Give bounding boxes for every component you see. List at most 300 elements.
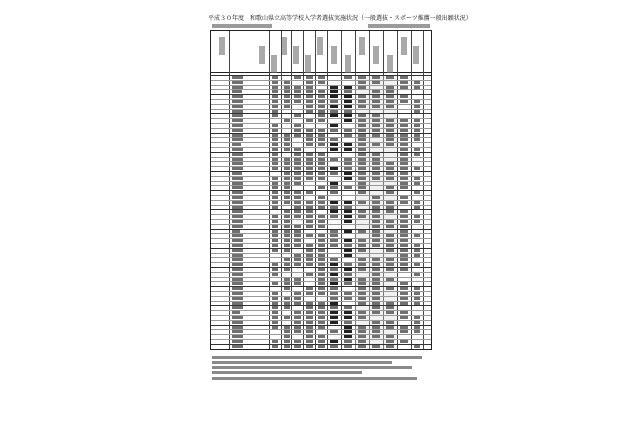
table-cell-text — [358, 167, 366, 170]
table-cell-text — [372, 292, 380, 295]
table-cell-text — [330, 239, 338, 242]
table-cell-text — [330, 278, 338, 281]
table-cell-text — [358, 201, 366, 204]
table-cell-text — [294, 124, 301, 127]
table-cell-text — [400, 287, 408, 290]
admission-status-table — [210, 30, 432, 350]
table-cell-text — [232, 297, 243, 300]
table-row-rule — [211, 85, 431, 86]
table-cell-text — [284, 100, 290, 103]
table-cell-text — [344, 292, 352, 295]
table-cell-text — [272, 225, 278, 228]
table-row-rule — [211, 147, 431, 148]
table-cell-text — [272, 282, 278, 285]
table-row-rule — [211, 229, 431, 230]
table-cell-text — [344, 335, 352, 338]
table-cell-text — [372, 129, 380, 132]
table-cell-text — [400, 143, 408, 146]
table-cell-text — [414, 244, 420, 247]
table-cell-text — [272, 326, 278, 329]
table-cell-text — [386, 220, 394, 223]
table-cell-text — [344, 186, 352, 189]
table-cell-text — [272, 249, 278, 252]
table-cell-text — [414, 191, 420, 194]
table-cell-text — [318, 268, 325, 271]
table-cell-text — [306, 321, 313, 324]
table-cell-text — [330, 114, 338, 117]
table-cell-text — [306, 177, 313, 180]
table-cell-text — [232, 215, 243, 218]
table-cell-text — [330, 297, 338, 300]
table-cell-text — [358, 311, 366, 314]
table-cell-text — [284, 196, 290, 199]
table-cell-text — [284, 244, 290, 247]
table-cell-text — [318, 278, 325, 281]
table-cell-text — [272, 201, 278, 204]
table-cell-text — [344, 86, 352, 89]
table-cell-text — [284, 234, 290, 237]
table-cell-text — [318, 345, 325, 348]
table-cell-text — [358, 114, 366, 117]
table-cell-text — [284, 215, 290, 218]
table-cell-text — [358, 153, 366, 156]
table-cell-text — [344, 345, 352, 348]
table-cell-text — [294, 254, 301, 257]
table-cell-text — [414, 249, 420, 252]
table-cell-text — [414, 86, 420, 89]
table-cell-text — [284, 138, 290, 141]
table-cell-text — [232, 134, 243, 137]
table-cell-text — [330, 186, 338, 189]
table-cell-text — [386, 129, 394, 132]
table-cell-text — [232, 100, 243, 103]
table-cell-text — [372, 230, 380, 233]
table-cell-text — [284, 167, 290, 170]
table-cell-text — [344, 278, 352, 281]
table-cell-text — [414, 81, 420, 84]
table-cell-text — [358, 143, 366, 146]
table-cell-text — [294, 191, 301, 194]
table-cell-text — [414, 326, 420, 329]
table-cell-text — [232, 143, 241, 146]
table-cell-text — [284, 95, 290, 98]
table-cell-text — [306, 215, 313, 218]
table-cell-text — [272, 95, 278, 98]
table-cell-text — [358, 210, 366, 213]
table-cell-text — [358, 330, 366, 333]
table-cell-text — [372, 273, 380, 276]
table-cell-text — [306, 287, 313, 290]
table-cell-text — [232, 210, 243, 213]
table-cell-text — [400, 210, 408, 213]
table-cell-text — [372, 268, 380, 271]
table-cell-text — [358, 239, 366, 242]
table-cell-text — [358, 119, 366, 122]
table-row-rule — [211, 190, 431, 191]
table-cell-text — [330, 172, 338, 175]
table-cell-text — [232, 330, 243, 333]
table-cell-text — [306, 220, 313, 223]
table-cell-text — [284, 105, 290, 108]
table-cell-text — [306, 110, 313, 113]
table-cell-text — [400, 119, 408, 122]
table-cell-text — [272, 244, 278, 247]
table-cell-text — [232, 138, 243, 141]
table-cell-text — [330, 340, 338, 343]
table-cell-text — [386, 287, 394, 290]
table-cell-text — [414, 134, 420, 137]
table-cell-text — [306, 90, 313, 93]
table-cell-text — [294, 258, 301, 261]
table-cell-text — [284, 230, 290, 233]
table-cell-text — [386, 225, 394, 228]
table-cell-text — [414, 119, 420, 122]
table-cell-text — [284, 158, 290, 161]
table-cell-text — [306, 206, 313, 209]
table-cell-text — [272, 114, 278, 117]
table-cell-text — [284, 162, 290, 165]
table-cell-text — [386, 258, 394, 261]
table-cell-text — [306, 225, 313, 228]
table-cell-text — [344, 282, 352, 285]
table-cell-text — [284, 278, 290, 281]
table-cell-text — [306, 129, 313, 132]
table-cell-text — [400, 239, 408, 242]
table-cell-text — [386, 201, 394, 204]
table-cell-text — [414, 215, 420, 218]
table-cell-text — [330, 201, 338, 204]
table-cell-text — [318, 249, 325, 252]
table-cell-text — [294, 225, 301, 228]
table-cell-text — [400, 330, 408, 333]
table-cell-text — [400, 81, 408, 84]
table-cell-text — [358, 230, 366, 233]
table-cell-text — [344, 158, 352, 161]
table-cell-text — [414, 302, 420, 305]
table-cell-text — [232, 302, 243, 305]
table-cell-text — [372, 225, 380, 228]
table-cell-text — [358, 86, 366, 89]
table-cell-text — [294, 302, 301, 305]
table-cell-text — [318, 273, 325, 276]
table-cell-text — [358, 263, 366, 266]
table-cell-text — [294, 340, 301, 343]
table-cell-text — [344, 172, 352, 175]
header-label — [401, 37, 407, 55]
table-cell-text — [306, 100, 313, 103]
table-cell-text — [232, 306, 243, 309]
table-cell-text — [306, 134, 313, 137]
table-cell-text — [306, 210, 313, 213]
table-cell-text — [344, 249, 352, 252]
table-row-rule — [211, 181, 431, 182]
table-cell-text — [344, 201, 352, 204]
table-cell-text — [318, 167, 325, 170]
table-cell-text — [414, 138, 420, 141]
table-cell-text — [318, 172, 325, 175]
header-label — [293, 46, 299, 64]
table-cell-text — [414, 167, 420, 170]
table-cell-text — [294, 244, 301, 247]
table-cell-text — [372, 297, 380, 300]
table-cell-text — [318, 225, 325, 228]
table-cell-text — [344, 110, 352, 113]
table-cell-text — [386, 234, 394, 237]
table-cell-text — [306, 335, 313, 338]
table-cell-text — [344, 148, 352, 151]
table-cell-text — [232, 249, 243, 252]
table-cell-text — [294, 134, 301, 137]
table-cell-text — [358, 278, 366, 281]
table-cell-text — [400, 148, 408, 151]
table-cell-text — [414, 292, 420, 295]
table-cell-text — [358, 244, 366, 247]
table-cell-text — [372, 330, 380, 333]
table-cell-text — [344, 129, 352, 132]
table-cell-text — [318, 316, 325, 319]
footnote-line — [212, 377, 417, 380]
table-cell-text — [318, 292, 325, 295]
table-cell-text — [372, 114, 380, 117]
table-cell-text — [414, 100, 420, 103]
table-cell-text — [372, 311, 380, 314]
table-cell-text — [232, 258, 243, 261]
table-cell-text — [284, 172, 290, 175]
table-cell-text — [272, 220, 278, 223]
table-cell-text — [330, 167, 338, 170]
table-cell-text — [330, 330, 338, 333]
table-cell-text — [284, 282, 290, 285]
table-cell-text — [358, 191, 366, 194]
table-cell-text — [400, 258, 408, 261]
table-cell-text — [306, 244, 313, 247]
table-cell-text — [386, 138, 394, 141]
table-cell-text — [344, 321, 352, 324]
table-cell-text — [318, 306, 325, 309]
header-label — [271, 55, 277, 73]
table-cell-text — [294, 206, 301, 209]
table-cell-text — [330, 143, 338, 146]
table-cell-text — [272, 182, 278, 185]
table-row-rule — [211, 123, 431, 124]
table-cell-text — [284, 297, 290, 300]
table-cell-text — [284, 220, 290, 223]
table-cell-text — [344, 105, 352, 108]
table-cell-text — [306, 302, 313, 305]
table-cell-text — [318, 302, 325, 305]
table-cell-text — [330, 234, 338, 237]
table-cell-text — [358, 105, 366, 108]
table-cell-text — [272, 340, 278, 343]
table-cell-text — [330, 230, 338, 233]
table-cell-text — [414, 330, 420, 333]
table-cell-text — [400, 138, 408, 141]
table-cell-text — [318, 263, 325, 266]
table-cell-text — [330, 302, 338, 305]
table-cell-text — [318, 153, 325, 156]
table-cell-text — [344, 167, 352, 170]
table-cell-text — [318, 254, 325, 257]
table-cell-text — [414, 201, 420, 204]
table-cell-text — [330, 100, 338, 103]
table-cell-text — [372, 335, 380, 338]
table-cell-text — [232, 268, 243, 271]
table-cell-text — [294, 86, 301, 89]
table-cell-text — [294, 167, 301, 170]
table-cell-text — [330, 268, 338, 271]
table-cell-text — [344, 268, 352, 271]
table-cell-text — [232, 196, 243, 199]
table-cell-text — [318, 105, 325, 108]
table-cell-text — [414, 316, 420, 319]
table-cell-text — [358, 186, 366, 189]
table-cell-text — [344, 143, 352, 146]
table-cell-text — [232, 105, 243, 108]
table-cell-text — [372, 119, 380, 122]
table-cell-text — [344, 134, 352, 137]
table-cell-text — [330, 95, 338, 98]
table-cell-text — [232, 177, 243, 180]
table-cell-text — [318, 143, 325, 146]
table-cell-text — [294, 282, 301, 285]
table-cell-text — [272, 124, 278, 127]
table-cell-text — [232, 263, 243, 266]
table-cell-text — [232, 239, 243, 242]
table-cell-text — [294, 215, 301, 218]
table-cell-text — [284, 340, 290, 343]
table-cell-text — [284, 249, 290, 252]
table-cell-text — [330, 158, 338, 161]
table-cell-text — [306, 258, 313, 261]
table-cell-text — [232, 148, 243, 151]
table-cell-text — [386, 249, 394, 252]
table-cell-text — [284, 186, 290, 189]
table-cell-text — [372, 326, 380, 329]
table-cell-text — [232, 316, 243, 319]
table-cell-text — [284, 210, 290, 213]
table-cell-text — [284, 330, 290, 333]
table-cell-text — [330, 244, 338, 247]
table-cell-text — [414, 206, 420, 209]
header-label — [345, 55, 351, 73]
table-cell-text — [400, 167, 408, 170]
table-cell-text — [372, 302, 380, 305]
table-cell-text — [400, 215, 408, 218]
table-cell-text — [344, 244, 352, 247]
table-cell-text — [372, 76, 380, 79]
table-cell-text — [372, 124, 380, 127]
table-cell-text — [330, 148, 338, 151]
table-cell-text — [372, 306, 380, 309]
footnote-line — [212, 356, 422, 359]
table-cell-text — [284, 134, 290, 137]
table-cell-text — [232, 282, 243, 285]
table-cell-text — [330, 263, 338, 266]
table-cell-text — [272, 321, 278, 324]
table-cell-text — [318, 287, 325, 290]
table-cell-text — [400, 326, 408, 329]
table-cell-text — [272, 191, 278, 194]
table-cell-text — [306, 119, 313, 122]
table-cell-text — [284, 81, 290, 84]
table-cell-text — [232, 206, 243, 209]
table-cell-text — [414, 129, 420, 132]
table-cell-text — [294, 158, 301, 161]
table-cell-text — [318, 177, 325, 180]
table-cell-text — [386, 186, 394, 189]
table-cell-text — [272, 177, 278, 180]
table-cell-text — [306, 143, 313, 146]
footnote-line — [212, 361, 392, 364]
table-cell-text — [318, 186, 325, 189]
table-cell-text — [386, 119, 394, 122]
table-cell-text — [372, 215, 380, 218]
table-cell-text — [232, 110, 243, 113]
table-cell-text — [272, 162, 278, 165]
table-cell-text — [318, 201, 325, 204]
table-cell-text — [272, 100, 278, 103]
table-cell-text — [294, 114, 301, 117]
table-cell-text — [284, 302, 290, 305]
table-cell-text — [386, 340, 394, 343]
table-header — [211, 31, 431, 73]
table-cell-text — [400, 282, 408, 285]
table-cell-text — [232, 153, 243, 156]
table-cell-text — [232, 172, 242, 175]
table-cell-text — [400, 186, 408, 189]
table-cell-text — [330, 105, 338, 108]
table-cell-text — [306, 76, 313, 79]
table-cell-text — [330, 206, 338, 209]
table-cell-text — [358, 177, 366, 180]
table-cell-text — [318, 90, 325, 93]
table-cell-text — [330, 215, 338, 218]
table-cell-text — [372, 278, 380, 281]
table-cell-text — [372, 95, 380, 98]
table-cell-text — [306, 167, 313, 170]
table-cell-text — [272, 138, 278, 141]
table-cell-text — [306, 138, 313, 141]
table-cell-text — [400, 244, 408, 247]
table-cell-text — [358, 100, 366, 103]
header-label — [331, 46, 337, 64]
table-cell-text — [358, 345, 366, 348]
table-cell-text — [358, 148, 366, 151]
table-cell-text — [272, 167, 278, 170]
table-cell-text — [318, 100, 325, 103]
table-cell-text — [330, 110, 338, 113]
table-cell-text — [330, 311, 338, 314]
table-cell-text — [344, 215, 352, 218]
table-cell-text — [272, 345, 278, 348]
table-cell-text — [284, 258, 290, 261]
table-cell-text — [358, 335, 366, 338]
table-cell-text — [400, 134, 408, 137]
table-cell-text — [386, 321, 394, 324]
table-cell-text — [386, 143, 394, 146]
table-cell-text — [372, 282, 380, 285]
table-cell-text — [294, 330, 301, 333]
table-cell-text — [272, 81, 278, 84]
table-cell-text — [330, 345, 338, 348]
table-cell-text — [232, 278, 243, 281]
table-cell-text — [372, 201, 380, 204]
table-cell-text — [400, 100, 408, 103]
table-cell-text — [306, 105, 313, 108]
table-cell-text — [414, 148, 420, 151]
table-cell-text — [330, 210, 338, 213]
table-cell-text — [306, 273, 313, 276]
